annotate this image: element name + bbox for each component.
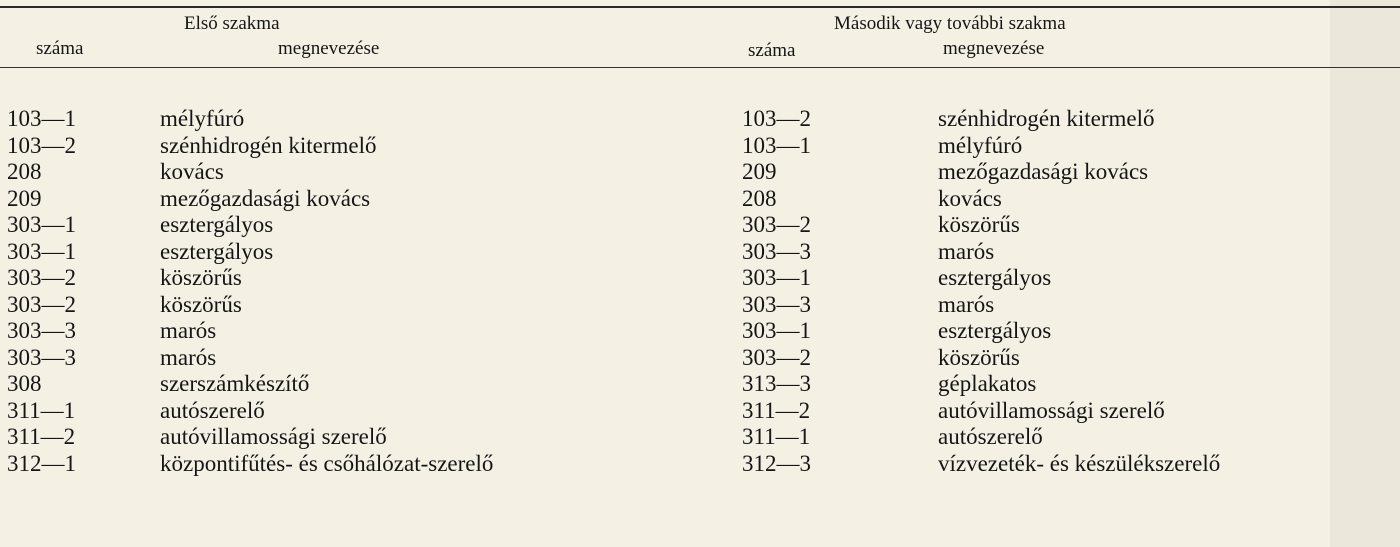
first-name-cell: köszörűs bbox=[160, 291, 242, 317]
first-name-cell: központifűtés- és csőhálózat-szerelő bbox=[160, 450, 494, 476]
first-name-cell: köszörűs bbox=[160, 265, 242, 290]
first-number-cell: 311—1 bbox=[7, 397, 76, 423]
first-name-cell: esztergályos bbox=[160, 238, 274, 264]
first-number-cell: 103—1 bbox=[7, 106, 76, 131]
header-second-group: Második vagy további szakma bbox=[834, 13, 1066, 34]
first-name-cell: autószerelő bbox=[160, 397, 265, 423]
table-row bbox=[0, 344, 1400, 371]
table-row bbox=[0, 423, 1400, 450]
first-name-cell: mélyfúró bbox=[160, 106, 245, 131]
second-number-cell: 303—3 bbox=[742, 291, 811, 317]
second-number-cell: 303—2 bbox=[742, 344, 811, 370]
first-number-cell: 103—2 bbox=[7, 132, 76, 158]
header-first-group: Első szakma bbox=[184, 13, 280, 34]
first-number-cell: 303—3 bbox=[7, 318, 76, 343]
top-rule bbox=[0, 6, 1400, 8]
first-number-cell: 303—1 bbox=[7, 212, 76, 237]
first-number-cell: 208 bbox=[7, 159, 42, 184]
second-name-cell: autóvillamossági szerelő bbox=[938, 397, 1165, 423]
second-name-cell: szénhidrogén kitermelő bbox=[938, 106, 1155, 131]
second-number-cell: 209 bbox=[742, 159, 777, 184]
second-name-cell: autószerelő bbox=[938, 424, 1043, 449]
second-number-cell: 303—1 bbox=[742, 318, 811, 343]
first-number-cell: 303—2 bbox=[7, 265, 76, 290]
table-row bbox=[0, 158, 1400, 185]
second-number-cell: 311—1 bbox=[742, 424, 811, 449]
table-row bbox=[0, 105, 1400, 132]
first-name-cell: marós bbox=[160, 344, 217, 370]
first-number-cell: 303—2 bbox=[7, 291, 76, 317]
first-name-cell: autóvillamossági szerelő bbox=[160, 424, 387, 449]
header-second-name: megnevezése bbox=[943, 38, 1045, 59]
second-number-cell: 208 bbox=[742, 185, 777, 211]
header-rule bbox=[0, 67, 1400, 68]
table-row bbox=[0, 211, 1400, 238]
table-row bbox=[0, 291, 1400, 318]
second-number-cell: 103—2 bbox=[742, 106, 811, 131]
table-row bbox=[0, 264, 1400, 291]
second-name-cell: mezőgazdasági kovács bbox=[938, 159, 1149, 184]
second-name-cell: esztergályos bbox=[938, 265, 1052, 290]
table-row bbox=[0, 238, 1400, 265]
header-second-number: száma bbox=[748, 40, 796, 61]
first-name-cell: mezőgazdasági kovács bbox=[160, 185, 371, 211]
second-number-cell: 313—3 bbox=[742, 371, 811, 396]
header-first-name: megnevezése bbox=[278, 38, 380, 59]
first-name-cell: kovács bbox=[160, 159, 224, 184]
second-name-cell: kovács bbox=[938, 185, 1002, 211]
table-row bbox=[0, 397, 1400, 424]
second-name-cell: géplakatos bbox=[938, 371, 1037, 396]
second-name-cell: marós bbox=[938, 291, 995, 317]
table-row bbox=[0, 132, 1400, 159]
first-number-cell: 312—1 bbox=[7, 450, 76, 476]
first-name-cell: szerszámkészítő bbox=[160, 371, 310, 396]
second-number-cell: 311—2 bbox=[742, 397, 811, 423]
second-name-cell: köszörűs bbox=[938, 344, 1020, 370]
second-name-cell: marós bbox=[938, 238, 995, 264]
header-first-number: száma bbox=[36, 38, 84, 59]
table-row bbox=[0, 185, 1400, 212]
first-number-cell: 209 bbox=[7, 185, 42, 211]
first-number-cell: 311—2 bbox=[7, 424, 76, 449]
second-number-cell: 303—1 bbox=[742, 265, 811, 290]
second-name-cell: vízvezeték- és készülékszerelő bbox=[938, 450, 1221, 476]
first-name-cell: esztergályos bbox=[160, 212, 274, 237]
table-row bbox=[0, 370, 1400, 397]
table-row bbox=[0, 317, 1400, 344]
second-number-cell: 312—3 bbox=[742, 450, 811, 476]
second-number-cell: 103—1 bbox=[742, 132, 811, 158]
first-number-cell: 303—3 bbox=[7, 344, 76, 370]
second-name-cell: mélyfúró bbox=[938, 132, 1023, 158]
second-number-cell: 303—2 bbox=[742, 212, 811, 237]
first-number-cell: 308 bbox=[7, 371, 42, 396]
first-number-cell: 303—1 bbox=[7, 238, 76, 264]
second-name-cell: köszörűs bbox=[938, 212, 1020, 237]
second-number-cell: 303—3 bbox=[742, 238, 811, 264]
first-name-cell: szénhidrogén kitermelő bbox=[160, 132, 377, 158]
table-row bbox=[0, 450, 1400, 477]
first-name-cell: marós bbox=[160, 318, 217, 343]
second-name-cell: esztergályos bbox=[938, 318, 1052, 343]
